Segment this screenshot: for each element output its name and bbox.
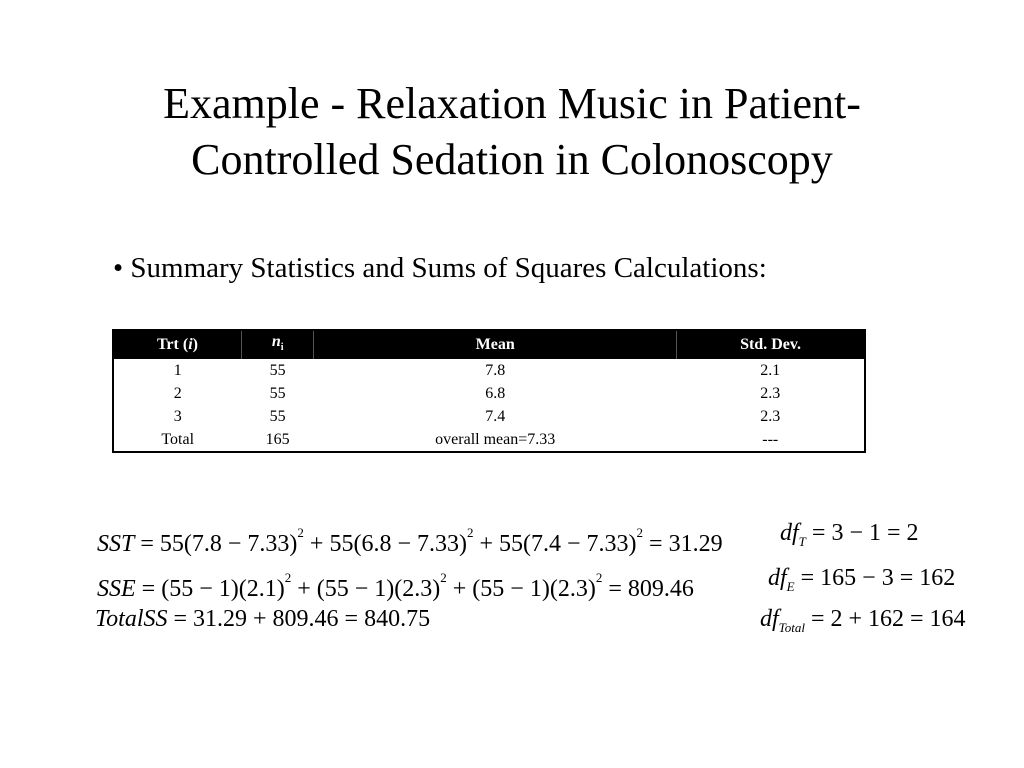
sse-equation: SSE = $(55 - 1)(2.1)^2 + (55 - 1)(2.3)^2 + (55 - 1)(2.3)^2 = 809.46$ (97, 570, 694, 602)
cell-trt: 1 (173, 361, 182, 379)
cell-mean: overall mean=7.33 (314, 428, 677, 452)
cell-n: 55 (269, 361, 286, 379)
summary-statistics-table (112, 329, 866, 453)
table-row (113, 405, 865, 428)
cell-mean: 6.8 (485, 384, 506, 402)
cell-trt: 3 (173, 407, 182, 425)
table-row (113, 359, 865, 382)
cell-mean: 7.4 (485, 407, 506, 425)
df-total-equation: $df_{Total} = 2 + 162 = 164$ (760, 606, 966, 635)
cell-n: 55 (269, 407, 286, 425)
cell-trt: Total (113, 428, 241, 452)
title-line-1: Example - Relaxation Music in Patient- (163, 79, 861, 128)
title-line-2: Controlled Sedation in Colonoscopy (191, 135, 833, 184)
cell-sd: --- (677, 428, 865, 452)
cell-sd: 2.1 (760, 361, 781, 379)
table-row-total (113, 428, 865, 452)
bullet-text: • Summary Statistics and Sums of Squares Calculations: (113, 252, 767, 284)
slide-title (0, 76, 1024, 188)
table-header-row (113, 330, 865, 359)
df-treatment-equation: $df_T = 3 - 1 = 2$ (780, 520, 919, 549)
cell-trt: 2 (173, 384, 182, 402)
cell-mean: 7.8 (485, 361, 506, 379)
header-trt: Trt (i) (113, 330, 241, 359)
cell-n: 55 (269, 384, 286, 402)
header-mean: Mean (314, 330, 677, 359)
cell-sd: 2.3 (760, 407, 781, 425)
total-ss-equation: TotalSS = 31.29 + 809.46 = 840.75 (95, 606, 431, 632)
cell-sd: 2.3 (760, 384, 781, 402)
header-std-dev: Std. Dev. (677, 330, 865, 359)
sst-equation: SST = $55(7.8 - 7.33)^2 + 55(6.8 - 7.33)^2 + 55(7.4 - 7.33)^2 = 31.29$ (97, 525, 723, 557)
table-row (113, 382, 865, 405)
header-n: $n_i$ (241, 330, 313, 359)
cell-n: 165 (241, 428, 313, 452)
df-error-equation: $df_E = 165 - 3 = 162$ (768, 565, 956, 594)
